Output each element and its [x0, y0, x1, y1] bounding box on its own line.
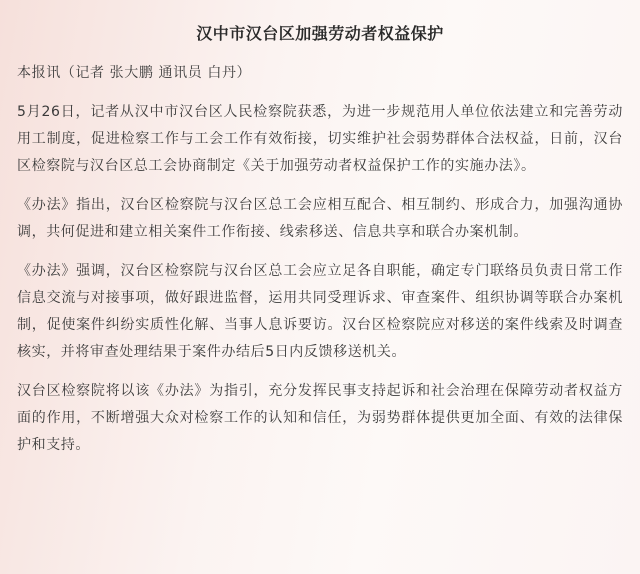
article-byline: 本报讯（记者 张大鹏 通讯员 白丹）	[17, 65, 252, 81]
article-paragraph: 汉台区检察院将以该《办法》为指引，充分发挥民事支持起诉和社会治理在保障劳动者权益方面的作用，不断增强大众对检察工作的认知和信任，为弱势群体提供更加全面、有效的法律保护和支持。	[17, 383, 623, 453]
article-paragraph: 《办法》强调，汉台区检察院与汉台区总工会应立足各自职能，确定专门联络员负责日常工作信息交流与对接事项，做好跟进监督，运用共同受理诉求、审查案件、组织协调等联合办案机制，促使案件纠纷实质性化解、当事人息诉要访。汉台区检察院应对移送的案件线索及时调查核实，并将审查处理结果于案件办结后5日内反馈移送机关。	[17, 263, 623, 360]
article-paragraph: 《办法》指出，汉台区检察院与汉台区总工会应相互配合、相互制约、形成合力，加强沟通协调，共何促进和建立相关案件工作衔接、线索移送、信息共享和联合办案机制。	[17, 197, 623, 240]
article-title: 汉中市汉台区加强劳动者权益保护	[196, 24, 444, 43]
article-paragraph: 5月26日，记者从汉中市汉台区人民检察院获悉，为进一步规范用人单位依法建立和完善劳动用工制度，促进检察工作与工会工作有效衔接，切实维护社会弱势群体合法权益，日前，汉台区检察院与汉台区总工会协商制定《关于加强劳动者权益保护工作的实施办法》。	[17, 104, 623, 174]
